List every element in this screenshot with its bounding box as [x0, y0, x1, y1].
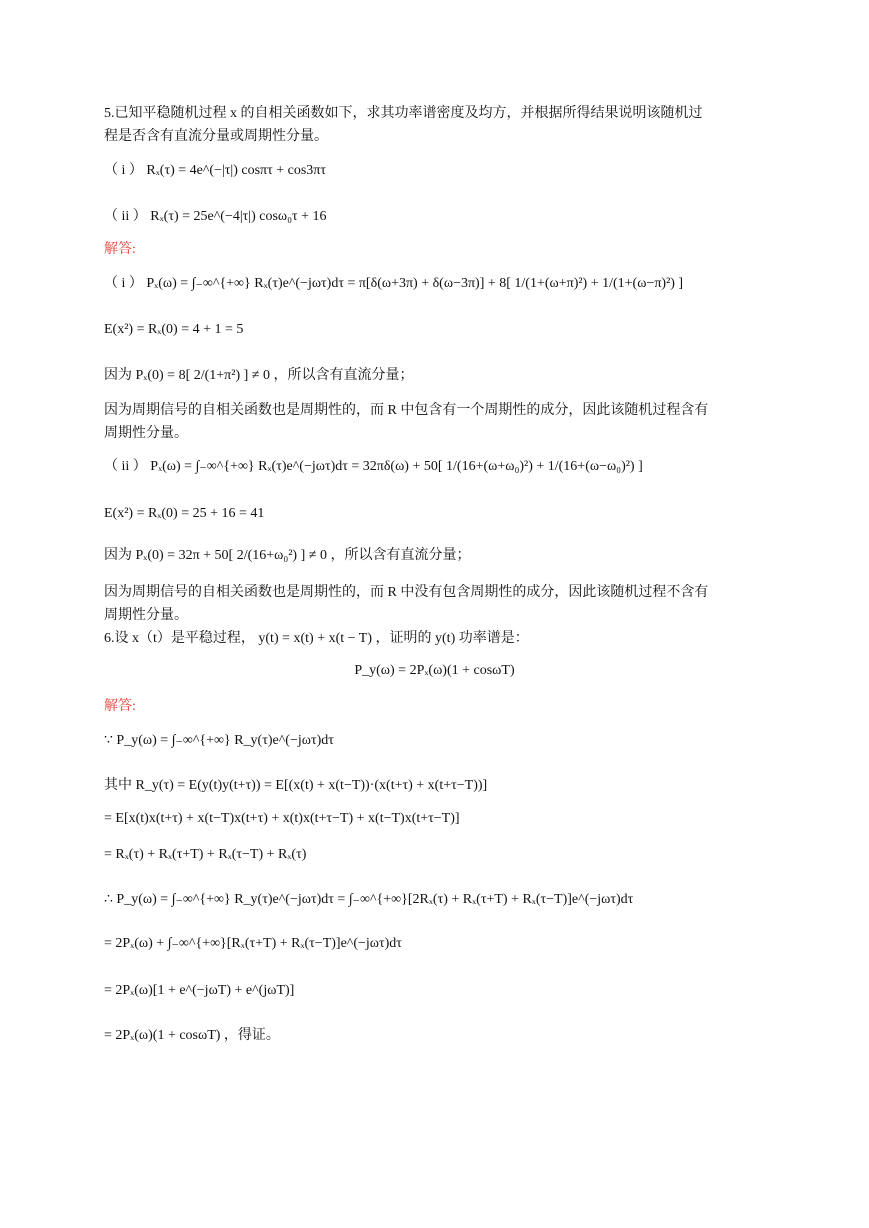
p5-sol-ii-periodic-line2: 周期性分量。 — [104, 608, 188, 623]
p6-step2: 其中 R_y(τ) = E(y(t)y(t+τ)) = E[(x(t) + x(t−T))·(x(t+τ) + x(t+τ−T))] — [104, 778, 488, 793]
p5-answer-label: 解答: — [104, 242, 136, 257]
p6-step5: ∴ P_y(ω) = ∫₋∞^{+∞} R_y(τ)e^(−jωτ)dτ = ∫₋∞^{+∞}[2Rₓ(τ) + Rₓ(τ+T) + Rₓ(τ−T)]e^(−jωτ)dτ — [104, 892, 634, 907]
p5-part-ii: （ ii ） Rₓ(τ) = 25e^(−4|τ|) cosω₀τ + 16 — [104, 209, 327, 224]
p6-step7: = 2Pₓ(ω)[1 + e^(−jωT) + e^(jωT)] — [104, 983, 295, 998]
p6-answer-label: 解答: — [104, 699, 136, 714]
p6-step3: = E[x(t)x(t+τ) + x(t−T)x(t+τ) + x(t)x(t+τ−T) + x(t−T)x(t+τ−T)] — [104, 811, 460, 826]
p6-step4: = Rₓ(τ) + Rₓ(τ+T) + Rₓ(τ−T) + Rₓ(τ) — [104, 847, 307, 862]
p5-statement-line2: 程是否含有直流分量或周期性分量。 — [104, 129, 328, 144]
p5-sol-i-psd: （ i ） Pₓ(ω) = ∫₋∞^{+∞} Rₓ(τ)e^(−jωτ)dτ = π[δ(ω+3π) + δ(ω−3π)] + 8[ 1/(1+(ω+π)²) + 1/(1+(ω−π)²) ] — [104, 276, 684, 291]
p5-sol-ii-periodic-line1: 因为周期信号的自相关函数也是周期性的，而 R 中没有包含周期性的成分，因此该随机过程不含有 — [104, 585, 709, 600]
p5-sol-i-dc: 因为 Pₓ(0) = 8[ 2/(1+π²) ] ≠ 0 ，所以含有直流分量； — [104, 368, 414, 383]
p6-step1: ∵ P_y(ω) = ∫₋∞^{+∞} R_y(τ)e^(−jωτ)dτ — [104, 733, 334, 748]
p5-sol-ii-dc: 因为 Pₓ(0) = 32π + 50[ 2/(16+ω₀²) ] ≠ 0 ，所以含有直流分量； — [104, 548, 471, 563]
p5-statement-line1: 5.已知平稳随机过程 x 的自相关函数如下，求其功率谱密度及均方，并根据所得结果说明该随机过 — [104, 106, 703, 121]
p5-sol-i-mean-square: E(x²) = Rₓ(0) = 4 + 1 = 5 — [104, 322, 244, 337]
p6-target-formula: P_y(ω) = 2Pₓ(ω)(1 + cosωT) — [354, 663, 515, 678]
p6-statement: 6.设 x（t）是平稳过程， y(t) = x(t) + x(t − T) ，证明的 y(t) 功率谱是： — [104, 631, 529, 646]
p5-sol-ii-psd: （ ii ） Pₓ(ω) = ∫₋∞^{+∞} Rₓ(τ)e^(−jωτ)dτ = 32πδ(ω) + 50[ 1/(16+(ω+ω₀)²) + 1/(16+(ω−ω₀)²) ] — [104, 459, 643, 474]
p5-part-i: （ i ） Rₓ(τ) = 4e^(−|τ|) cosπτ + cos3πτ — [104, 163, 326, 178]
p5-sol-i-periodic-line1: 因为周期信号的自相关函数也是周期性的，而 R 中包含有一个周期性的成分，因此该随机过程含有 — [104, 403, 709, 418]
p5-sol-i-periodic-line2: 周期性分量。 — [104, 426, 188, 441]
p6-step8: = 2Pₓ(ω)(1 + cosωT) ，得证。 — [104, 1028, 280, 1043]
p5-sol-ii-mean-square: E(x²) = Rₓ(0) = 25 + 16 = 41 — [104, 506, 265, 521]
p6-step6: = 2Pₓ(ω) + ∫₋∞^{+∞}[Rₓ(τ+T) + Rₓ(τ−T)]e^(−jωτ)dτ — [104, 936, 402, 951]
